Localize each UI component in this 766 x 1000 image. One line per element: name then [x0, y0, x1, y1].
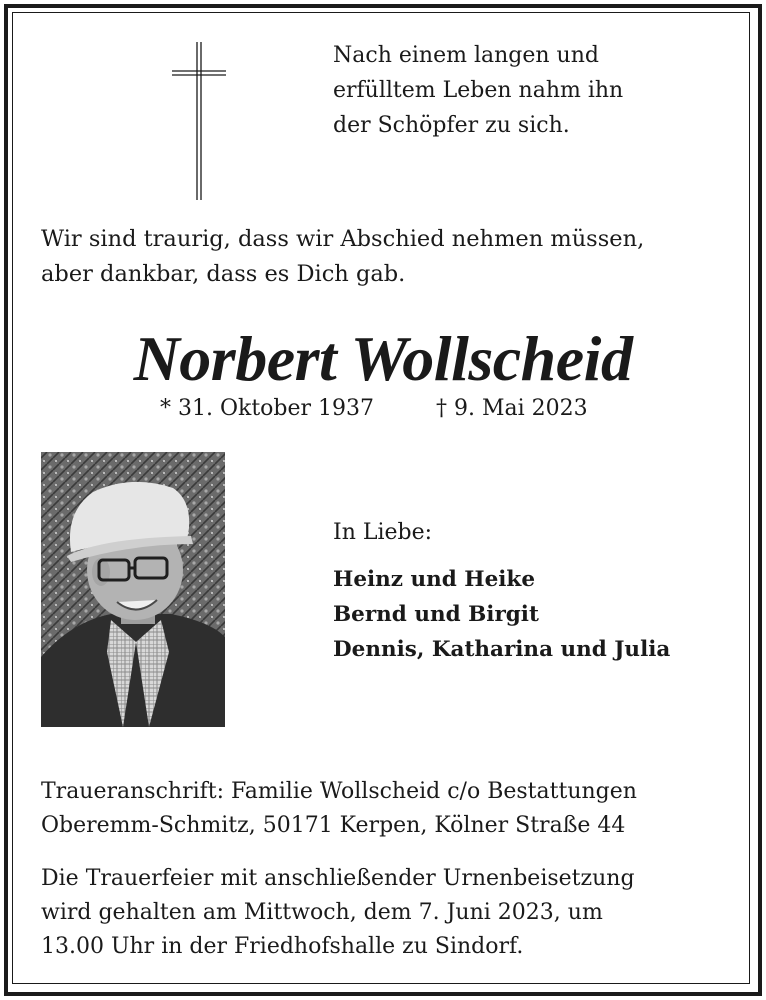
- birth-date: * 31. Oktober 1937: [160, 396, 375, 421]
- mourner-entry: Heinz und Heike: [333, 567, 536, 592]
- mourner-entry: Bernd und Birgit: [333, 602, 539, 627]
- death-date: † 9. Mai 2023: [436, 396, 588, 421]
- quote-line: der Schöpfer zu sich.: [333, 113, 570, 138]
- portrait-photo: [41, 452, 225, 727]
- service-line: Die Trauerfeier mit anschließender Urnenbeisetzung: [41, 866, 635, 891]
- mourners-label: In Liebe:: [333, 520, 433, 545]
- farewell-line: Wir sind traurig, dass wir Abschied nehmen müssen,: [41, 226, 645, 252]
- farewell-text: [41, 222, 644, 292]
- service-line: wird gehalten am Mittwoch, dem 7. Juni 2023, um: [41, 900, 603, 925]
- quote-line: erfülltem Leben nahm ihn: [333, 78, 624, 103]
- deceased-name: Norbert Wollscheid: [133, 323, 633, 394]
- quote-text: [333, 38, 623, 143]
- mourners-list: [333, 562, 670, 667]
- mourner-entry: Dennis, Katharina und Julia: [333, 637, 671, 662]
- quote-line: Nach einem langen und: [333, 43, 599, 68]
- cross-icon: [170, 40, 228, 202]
- mourning-address: [41, 775, 637, 843]
- address-line: Oberemm-Schmitz, 50171 Kerpen, Kölner Straße 44: [41, 813, 626, 838]
- address-line: Traueranschrift: Familie Wollscheid c/o Bestattungen: [41, 779, 637, 804]
- service-info: [41, 862, 725, 964]
- service-line: 13.00 Uhr in der Friedhofshalle zu Sindorf.: [41, 934, 524, 959]
- farewell-line: aber dankbar, dass es Dich gab.: [41, 261, 406, 287]
